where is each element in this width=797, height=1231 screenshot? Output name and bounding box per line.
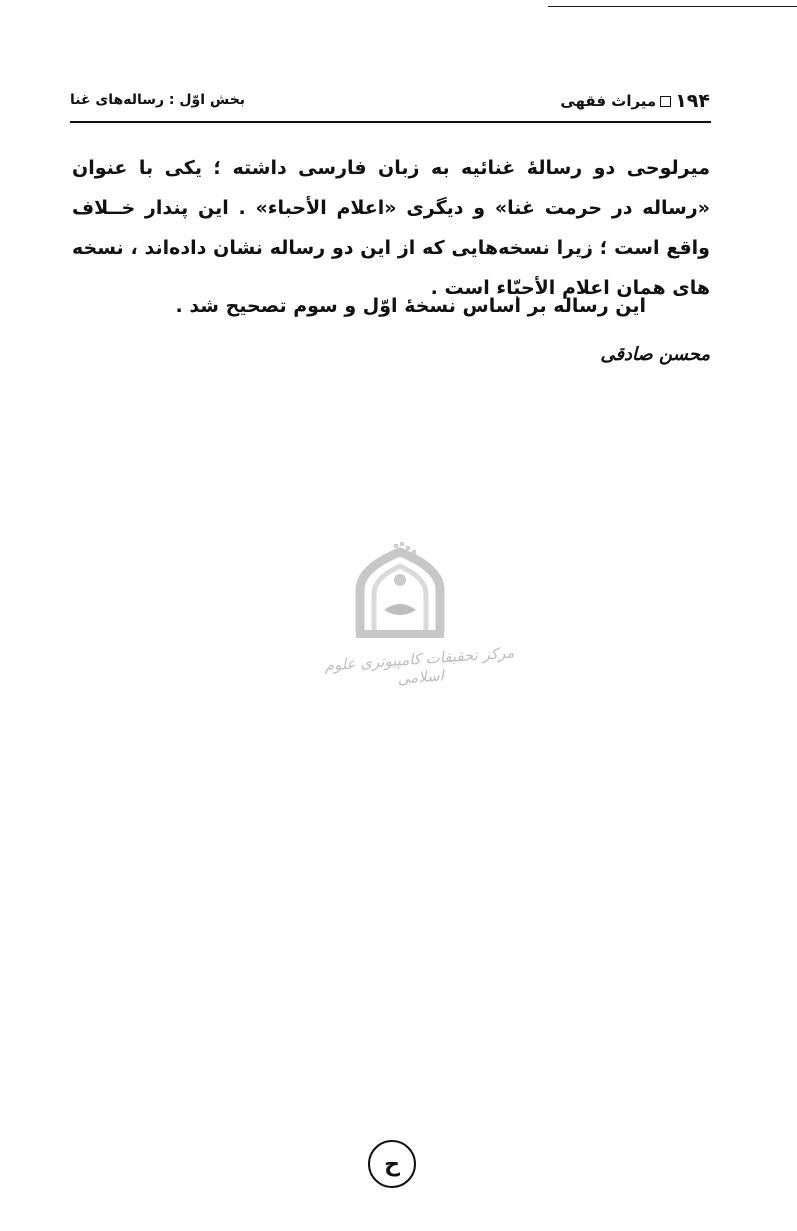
paragraph-2: این رساله بر اساس نسخۀ اوّل و سوم تصحیح شد . <box>175 295 646 317</box>
watermark-text: مرکز تحقیقات کامپیوتری علوم اسلامی <box>323 643 515 688</box>
watermark <box>300 540 540 700</box>
page-letter: ح <box>384 1151 400 1177</box>
page-number: ۱۹۴ <box>675 90 710 112</box>
square-bullet-icon <box>660 96 671 107</box>
book-title: میراث فقهی <box>560 92 657 110</box>
section-title: بخش اوّل : رساله‌های غنا <box>70 92 246 108</box>
header-rule <box>70 121 711 123</box>
paragraph-1: میرلوحی دو رسالۀ غنائیه به زبان فارسی داشته ؛ یکی با عنوان «رساله در حرمت غنا» و دیگری «اعلام الأحباء» . این پندار خــلاف واقع است ؛ زیرا نسخه‌هایی که از این دو رساله نشان داده‌اند ، نسخه های همان اعلام الأحبّاء است . <box>72 157 710 299</box>
main-text <box>72 148 710 308</box>
page-header <box>70 88 710 118</box>
author-signature: محسن صادقی <box>600 344 710 365</box>
header-page-info <box>560 90 710 112</box>
page-letter-badge <box>368 1140 416 1188</box>
top-edge-rule <box>548 6 797 7</box>
